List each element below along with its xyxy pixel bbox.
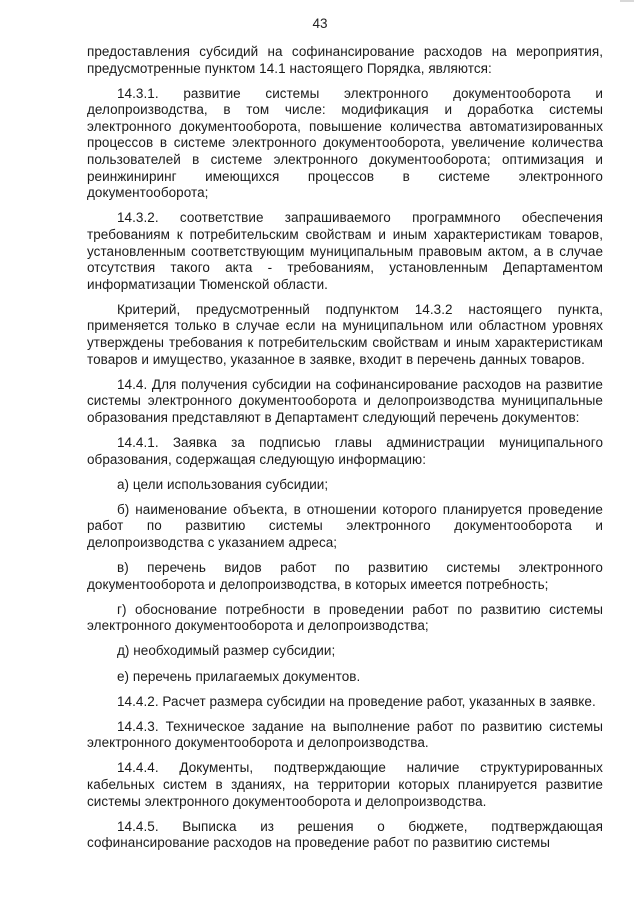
paragraph-14-4-5: 14.4.5. Выписка из решения о бюджете, подтверждающая софинансирование расходов на проведение работ по развитию системы: [87, 818, 603, 851]
list-item-b: б) наименование объекта, в отношении которого планируется проведение работ по развитию системы электронного документооборота и делопроизводства с указанием адреса;: [87, 501, 603, 550]
paragraph-14-3-1: 14.3.1. развитие системы электронного документооборота и делопроизводства, в том числе: модификация и доработка системы электронного документооборота, повышение количества автоматизированных процессов в системе электронного документооборота, увеличение количества пользователей в системе электронного документооборота; оптимизация и реинжиниринг имеющихся процессов в системе электронного документооборота;: [87, 85, 603, 201]
paragraph-14-4: 14.4. Для получения субсидии на софинансирование расходов на развитие системы электронного документооборота и делопроизводства муниципальные образования представляют в Департамент следующий перечень документов:: [87, 376, 603, 425]
paragraph-14-3-2: 14.3.2. соответствие запрашиваемого программного обеспечения требованиям к потребительским свойствам и иным характеристикам товаров, установленным соответствующим муниципальным правовым актом, а в случае отсутствия такого акта - требованиям, установленным Департаментом информатизации Тюменской области.: [87, 210, 603, 292]
paragraph-intro-continuation: предоставления субсидий на софинансирование расходов на мероприятия, предусмотренные пунктом 14.1 настоящего Порядка, являются:: [87, 44, 603, 76]
list-item-g: г) обоснование потребности в проведении работ по развитию системы электронного документооборота и делопроизводства;: [87, 601, 603, 634]
list-item-v: в) перечень видов работ по развитию системы электронного документооборота и делопроизводства, в которых имеется потребность;: [87, 560, 603, 592]
document-body: [87, 44, 603, 860]
paragraph-14-4-1: 14.4.1. Заявка за подписью главы администрации муниципального образования, содержащая следующую информацию:: [87, 434, 603, 467]
paragraph-14-4-2: 14.4.2. Расчет размера субсидии на проведение работ, указанных в заявке.: [117, 693, 596, 709]
list-item-d: д) необходимый размер субсидии;: [117, 643, 336, 659]
list-item-a: а) цели использования субсидии;: [117, 476, 329, 492]
paragraph-criterion-note: Критерий, предусмотренный подпунктом 14.3.2 настоящего пункта, применяется только в случае если на муниципальном или областном уровнях утверждены требования к потребительским свойствам и иным характеристикам товаров и имущество, указанное в заявке, входит в перечень данных товаров.: [87, 301, 603, 367]
paragraph-14-4-4: 14.4.4. Документы, подтверждающие наличие структурированных кабельных систем в зданиях, на территории которых планируется развитие системы электронного документооборота и делопроизводства.: [87, 760, 603, 809]
page-number: 43: [312, 16, 328, 31]
list-item-e: е) перечень прилагаемых документов.: [117, 668, 361, 684]
paragraph-14-4-3: 14.4.3. Техническое задание на выполнение работ по развитию системы электронного документооборота и делопроизводства.: [87, 718, 603, 751]
scan-edge-mark: [620, 0, 634, 2]
